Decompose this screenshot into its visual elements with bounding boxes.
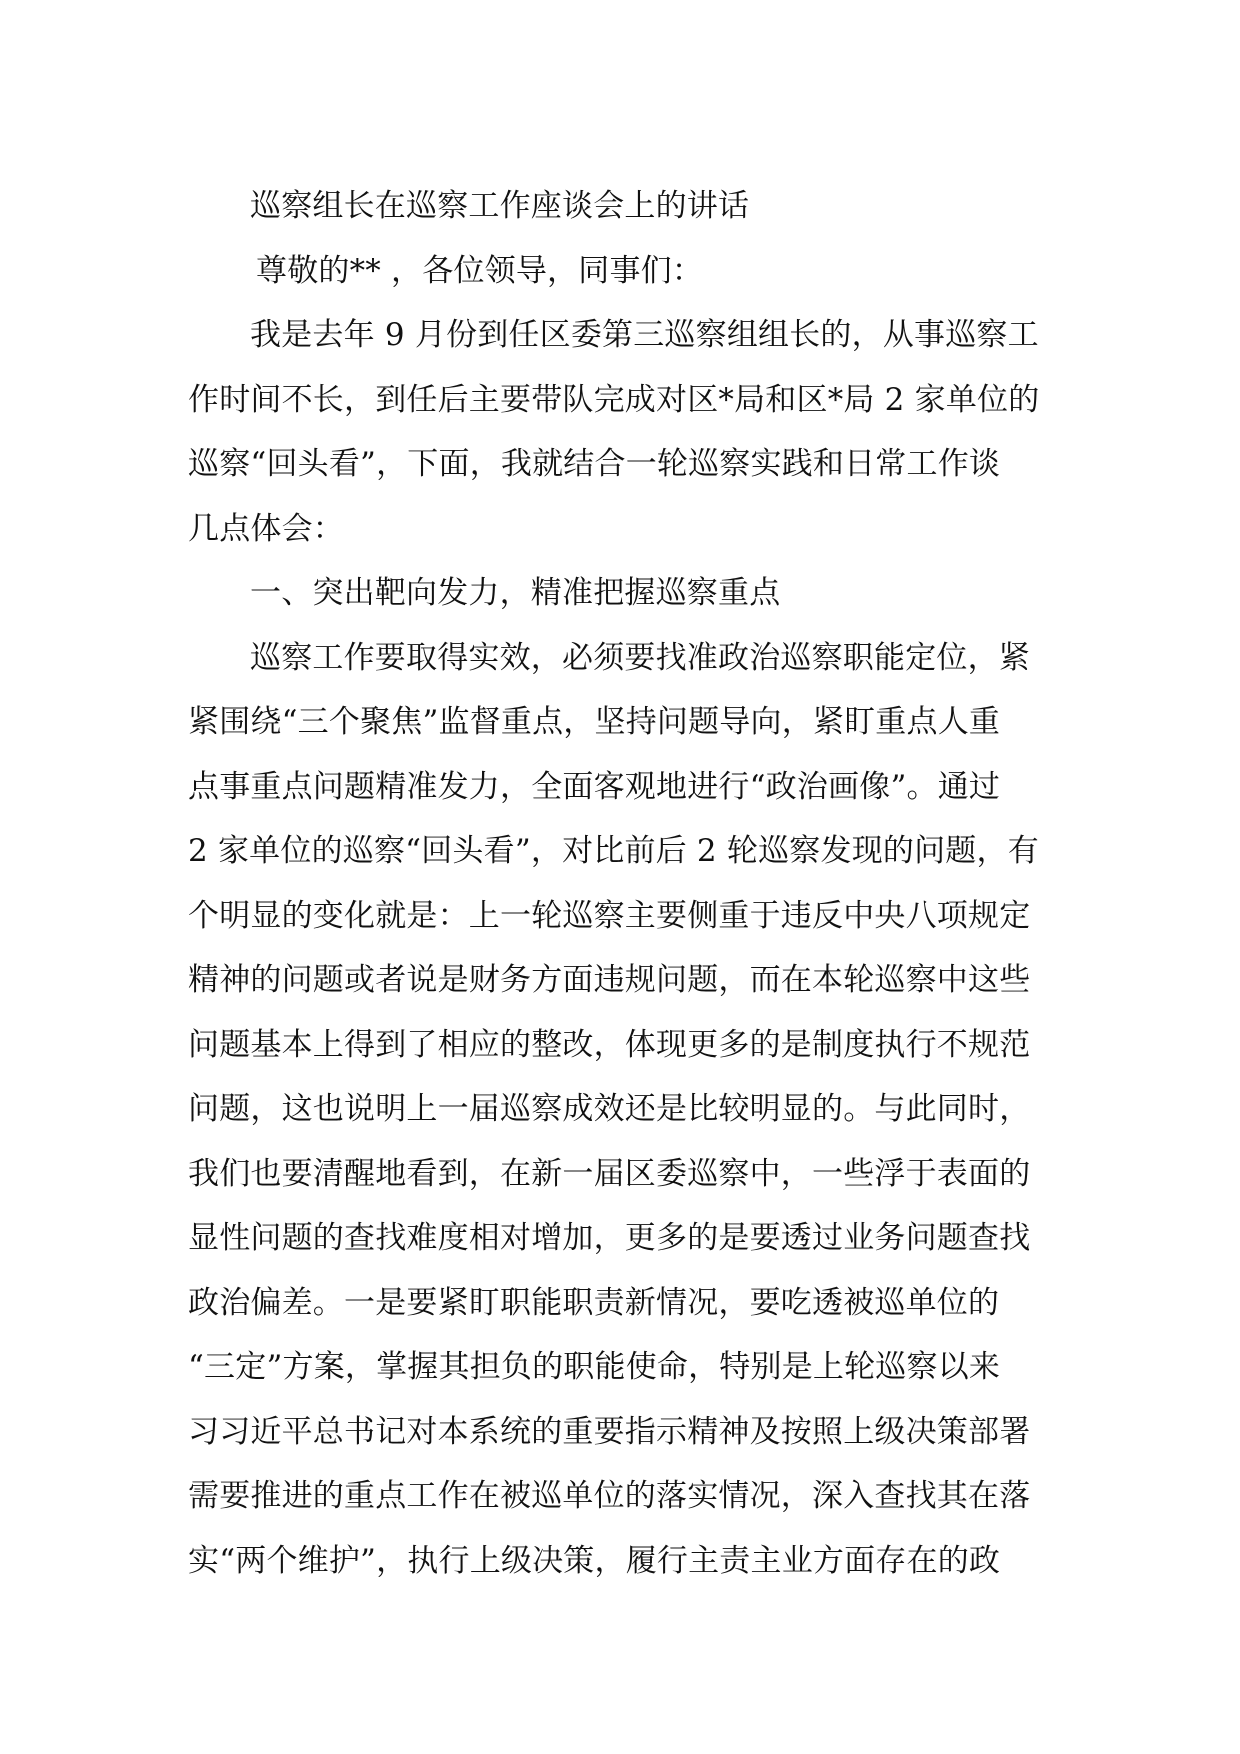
paragraph-line: 问题基本上得到了相应的整改，体现更多的是制度执行不规范: [188, 1026, 1031, 1063]
document-title: 巡察组长在巡察工作座谈会上的讲话: [250, 188, 750, 224]
paragraph-line: 点事重点问题精准发力，全面客观地进行“政治画像”。通过: [188, 768, 1001, 805]
paragraph-line: 实“两个维护”，执行上级决策，履行主责主业方面存在的政: [188, 1542, 1001, 1579]
paragraph-line: “三定”方案，掌握其担负的职能使命，特别是上轮巡察以来: [188, 1349, 1001, 1385]
paragraph-line: 我是去年 9 月份到任区委第三巡察组组长的，从事巡察工: [250, 317, 1039, 353]
paragraph-line: 习习近平总书记对本系统的重要指示精神及按照上级决策部署: [188, 1413, 1031, 1450]
section-heading: 一、突出靶向发力，精准把握巡察重点: [250, 575, 781, 611]
paragraph-line: 问题，这也说明上一届巡察成效还是比较明显的。与此同时，: [188, 1091, 1031, 1127]
paragraph-line: 作时间不长，到任后主要带队完成对区*局和区*局 2 家单位的: [188, 381, 1040, 418]
paragraph-line: 2 家单位的巡察“回头看”，对比前后 2 轮巡察发现的问题，有: [188, 833, 1039, 869]
paragraph-line: 我们也要清醒地看到，在新一届区委巡察中，一些浮于表面的: [188, 1155, 1031, 1192]
paragraph-line: 紧围绕“三个聚焦”监督重点，坚持问题导向，紧盯重点人重: [188, 704, 1001, 740]
document-body: [188, 174, 1054, 1593]
paragraph-line: 精神的问题或者说是财务方面违规问题，而在本轮巡察中这些: [188, 962, 1031, 998]
paragraph-line: 显性问题的查找难度相对增加，更多的是要透过业务问题查找: [188, 1220, 1031, 1256]
salutation: 尊敬的** ，各位领导，同事们：: [256, 252, 704, 289]
paragraph-line: 巡察工作要取得实效，必须要找准政治巡察职能定位，紧: [250, 639, 1030, 676]
paragraph-line: 几点体会：: [188, 510, 344, 547]
paragraph-line: 巡察“回头看”，下面，我就结合一轮巡察实践和日常工作谈: [188, 446, 1001, 482]
paragraph-line: 需要推进的重点工作在被巡单位的落实情况，深入查找其在落: [188, 1478, 1031, 1514]
paragraph-line: 个明显的变化就是：上一轮巡察主要侧重于违反中央八项规定: [188, 897, 1031, 934]
paragraph-line: 政治偏差。一是要紧盯职能职责新情况，要吃透被巡单位的: [188, 1284, 1000, 1321]
